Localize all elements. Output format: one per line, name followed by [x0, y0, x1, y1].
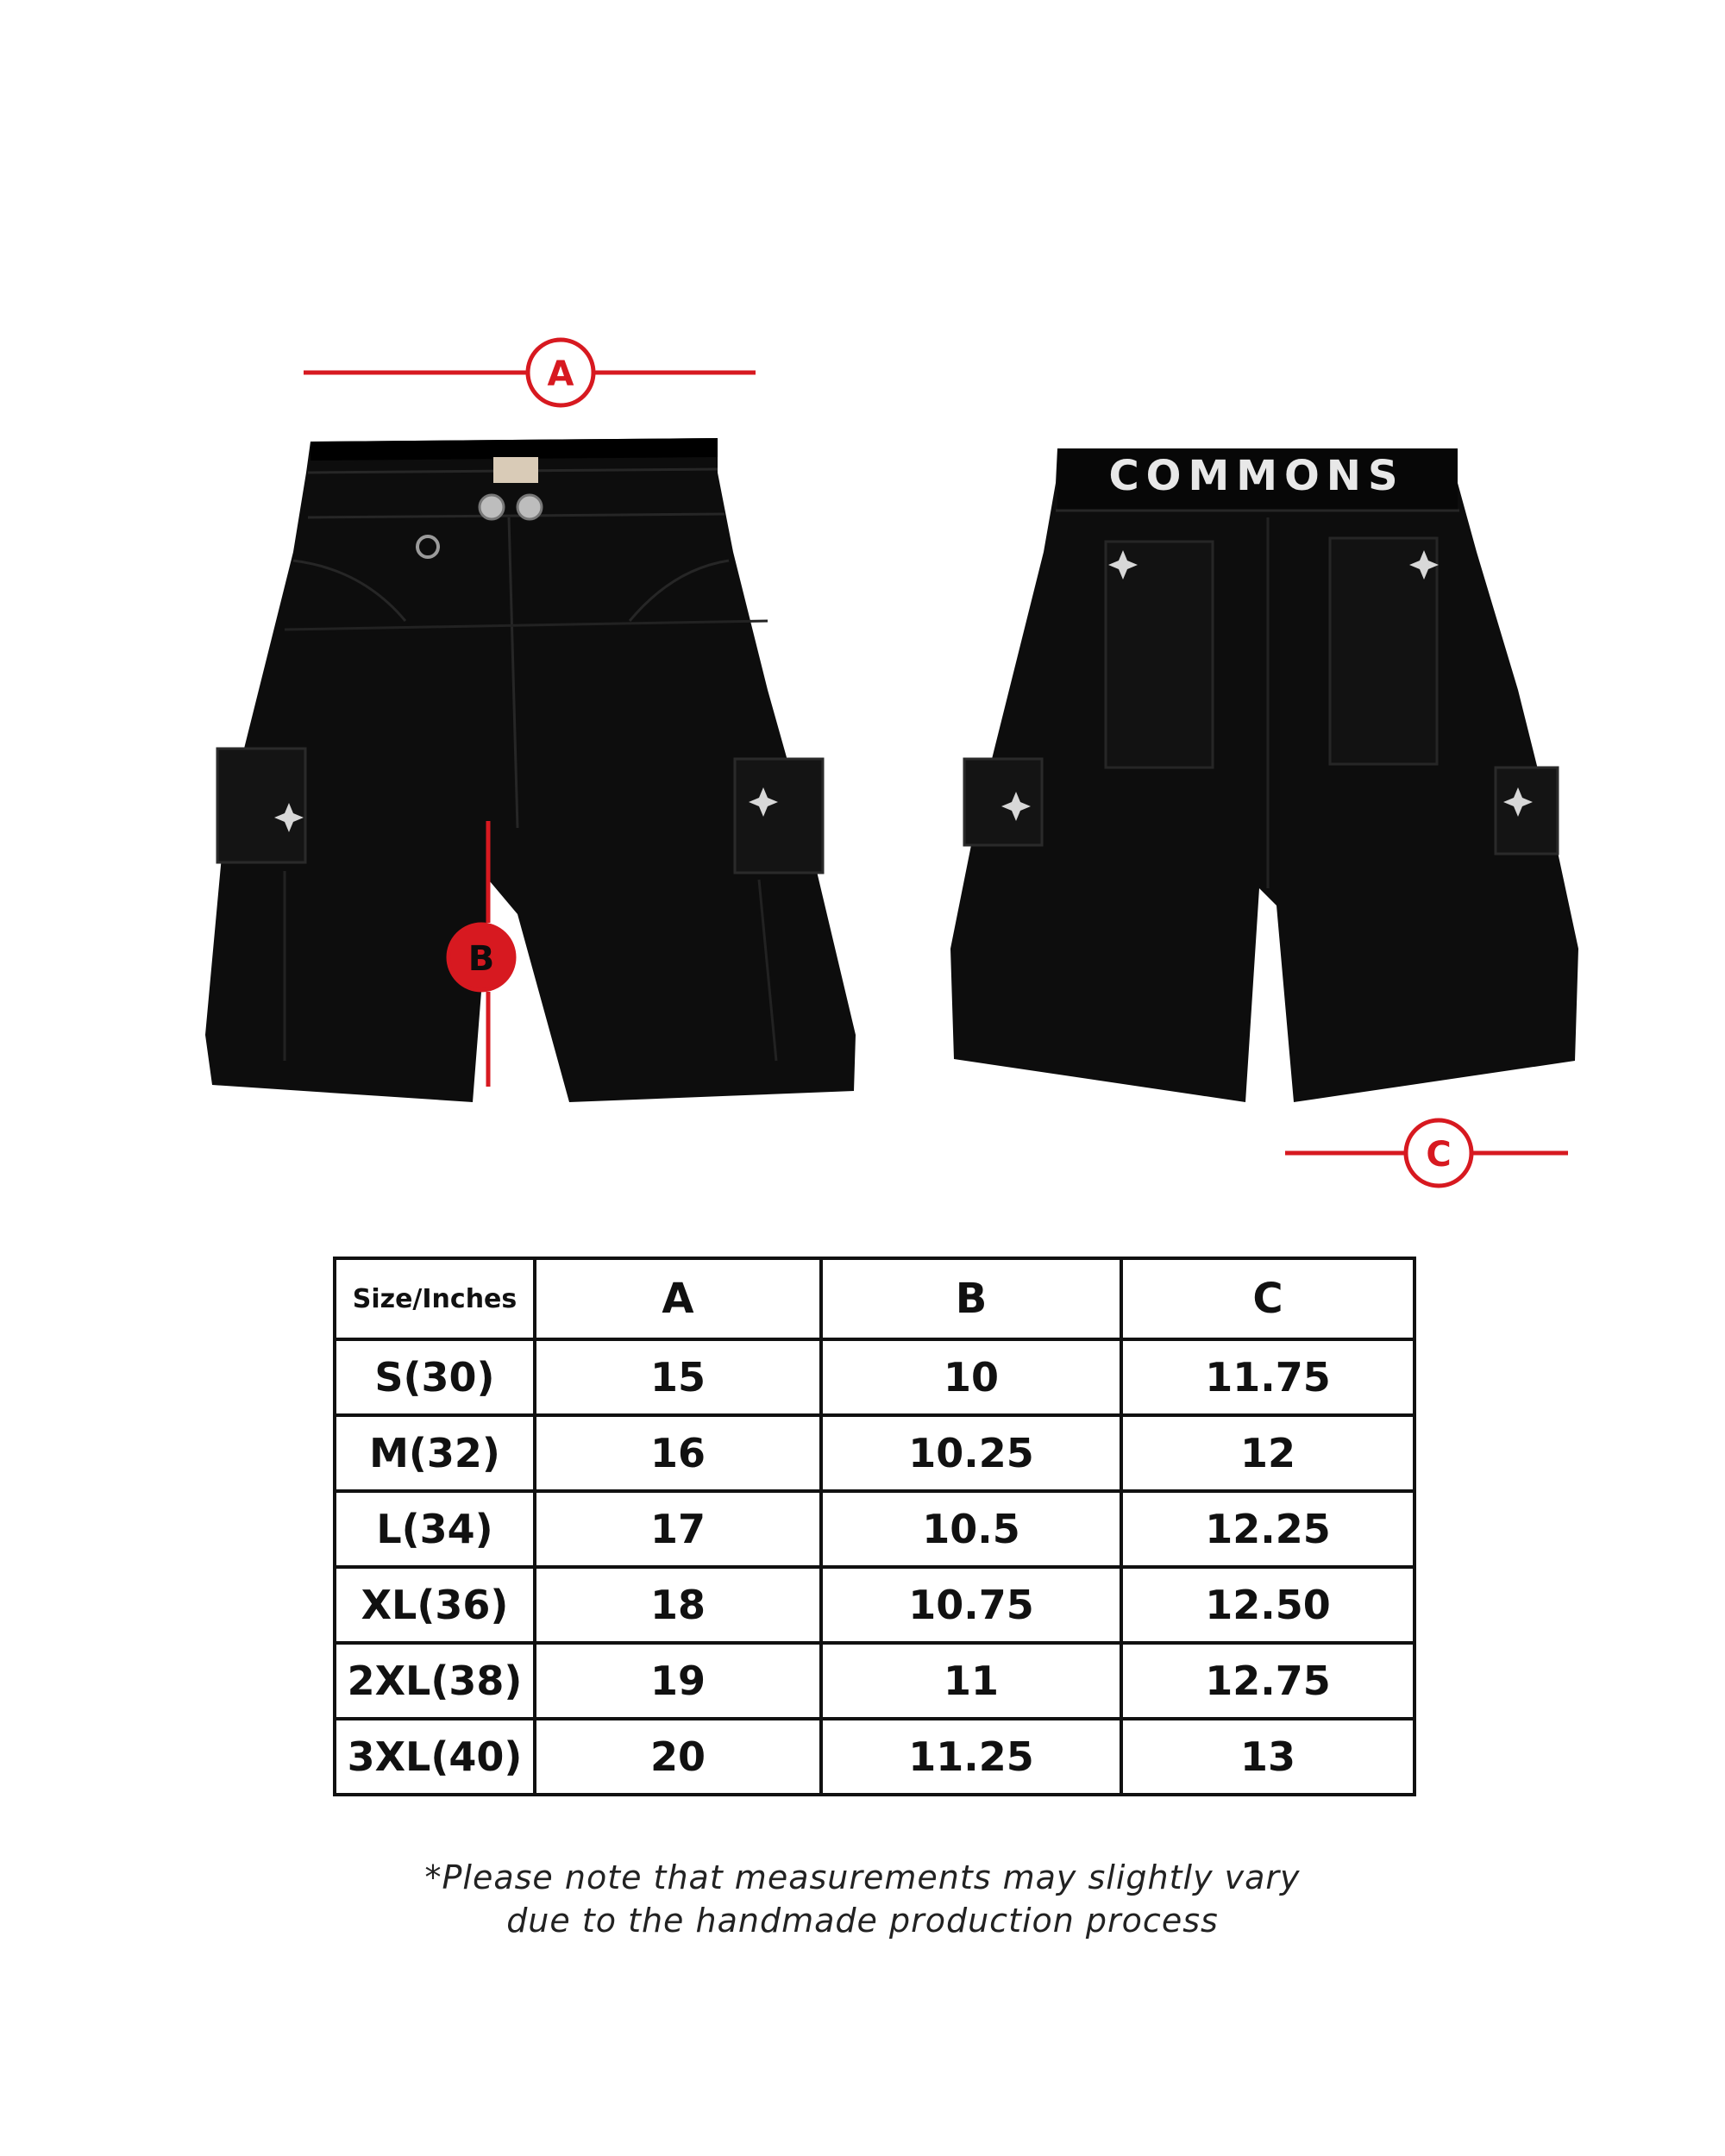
table-row — [335, 1719, 1414, 1795]
header-c: C — [1121, 1258, 1414, 1339]
size-chart-table — [333, 1257, 1416, 1796]
table-header-row — [335, 1258, 1414, 1339]
row-size: M(32) — [335, 1415, 535, 1491]
disclaimer-line-1: *Please note that measurements may slightly vary — [424, 1858, 1301, 1896]
cell-a: 18 — [535, 1567, 821, 1643]
cell-b: 10 — [821, 1339, 1121, 1415]
cell-b: 10.75 — [821, 1567, 1121, 1643]
cell-b: 10.5 — [821, 1491, 1121, 1567]
table-row — [335, 1415, 1414, 1491]
cell-c: 11.75 — [1121, 1339, 1414, 1415]
shorts-front-view — [205, 438, 856, 1102]
marker-c-label: C — [1426, 1135, 1452, 1175]
shorts-back-view — [950, 448, 1578, 1102]
measurement-disclaimer — [259, 1856, 1466, 1942]
measurement-marker-a — [304, 340, 756, 405]
measurement-marker-c — [1285, 1120, 1568, 1186]
row-size: S(30) — [335, 1339, 535, 1415]
disclaimer-line-2: due to the handmade production process — [506, 1902, 1219, 1940]
table-row — [335, 1567, 1414, 1643]
table-row — [335, 1643, 1414, 1719]
cell-c: 13 — [1121, 1719, 1414, 1795]
row-size: XL(36) — [335, 1567, 535, 1643]
brand-logo-text: COMMONS — [1108, 452, 1405, 500]
row-size: L(34) — [335, 1491, 535, 1567]
cell-a: 17 — [535, 1491, 821, 1567]
table-row — [335, 1339, 1414, 1415]
header-b: B — [821, 1258, 1121, 1339]
header-size-inches: Size/Inches — [335, 1258, 535, 1339]
cell-a: 19 — [535, 1643, 821, 1719]
cell-c: 12 — [1121, 1415, 1414, 1491]
cell-c: 12.50 — [1121, 1567, 1414, 1643]
cell-a: 15 — [535, 1339, 821, 1415]
cell-b: 10.25 — [821, 1415, 1121, 1491]
row-size: 3XL(40) — [335, 1719, 535, 1795]
marker-a-label: A — [547, 354, 574, 394]
header-a: A — [535, 1258, 821, 1339]
table-row — [335, 1491, 1414, 1567]
cell-a: 16 — [535, 1415, 821, 1491]
cell-c: 12.75 — [1121, 1643, 1414, 1719]
cell-b: 11 — [821, 1643, 1121, 1719]
marker-b-label: B — [467, 939, 495, 979]
row-size: 2XL(38) — [335, 1643, 535, 1719]
cell-a: 20 — [535, 1719, 821, 1795]
cell-c: 12.25 — [1121, 1491, 1414, 1567]
cell-b: 11.25 — [821, 1719, 1121, 1795]
